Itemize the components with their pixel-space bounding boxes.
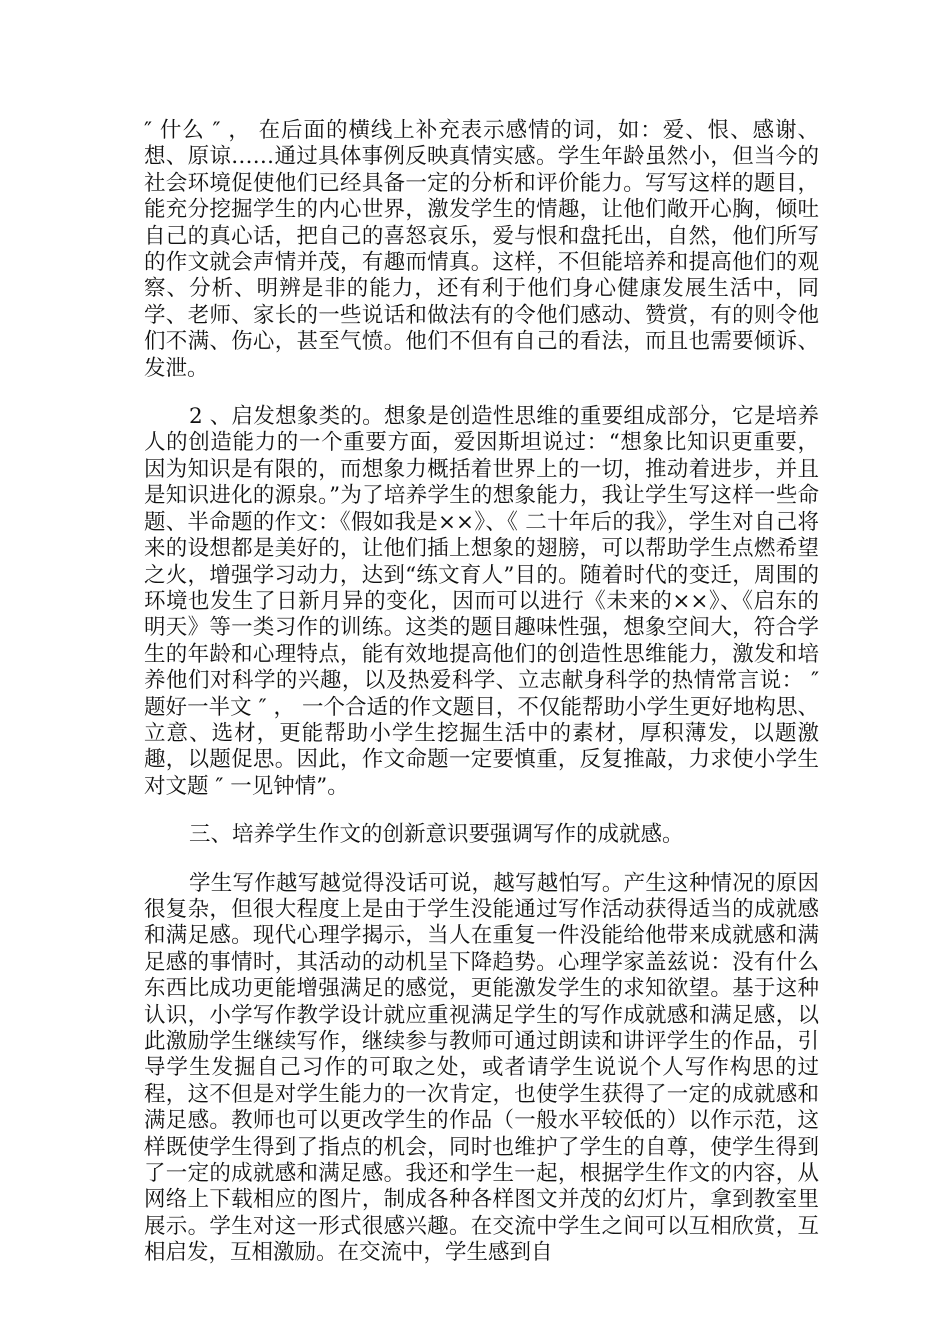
paragraph-achievement: 学生写作越写越觉得没话可说，越写越怕写。产生这种情况的原因很复杂，但很大程度上是由于学生没能通过写作活动获得适当的成就感和满足感。现代心理学揭示，当人在重复一件没能给他带来成就感和满足感的事情时，其活动的动机呈下降趋势。心理学家盖兹说：没有什么东西比成功更能增强满足的感觉，更能激发学生的求知欲望。基于这种认识，小学写作教学设计就应重视满足学生的写作成就感和满足感，以此激励学生继续写作，继续参与教师可通过朗读和讲评学生的作品，引导学生发掘自己习作的可取之处，或者请学生说说个人写作构思的过程，这不但是对学生能力的一次肯定，也使学生获得了一定的成就感和满足感。教师也可以更改学生的作品（一般水平较低的）以作示范，这样既使学生得到了指点的机会，同时也维护了学生的自尊，使学生得到了一定的成就感和满足感。我还和学生一起，根据学生作文的内容，从网络上下载相应的图片，制成各种各样图文并茂的幻灯片，拿到教室里展示。学生对这一形式很感兴趣。在交流中学生之间可以互相欣赏，互相启发，互相激励。在交流中，学生感到自 [144,870,819,1266]
paragraph-imagination: 2 、启发想象类的。想象是创造性思维的重要组成部分，它是培养人的创造能力的一个重要方面，爱因斯坦说过：“想象比知识更重要，因为知识是有限的，而想象力概括着世界上的一切，推动着进步，并且是知识进化的源泉。”为了培养学生的想象能力，我让学生写这样一些命题、半命题的作文：《假如我是××》、《 二十年后的我》，学生对自己将来的设想都是美好的，让他们插上想象的翅膀，可以帮助学生点燃希望之火，增强学习动力，达到“练文育人”目的。随着时代的变迁，周围的环境也发生了日新月异的变化，因而可以进行《未来的××》、《启东的明天》等一类习作的训练。这类的题目趣味性强，想象空间大，符合学生的年龄和心理特点，能有效地提高他们的创造性思维能力，激发和培养他们对科学的兴趣，以及热爱科学、立志献身科学的热情常言说： ″ 题好一半文 ″ ， 一个合适的作文题目，不仅能帮助小学生更好地构思、立意、选材，更能帮助小学生挖掘生活中的素材，厚积薄发，以题激趣，以题促思。因此，作文命题一定要慎重，反复推敲，力求使小学生对文题 ″ 一见钟情”。 [144,404,819,799]
paragraph-continuation: ″ 什么 ″ ， 在后面的横线上补充表示感情的词，如：爱、恨、感谢、想、原谅……通过具体事例反映真情实感。学生年龄虽然小，但当今的社会环境促使他们已经具备一定的分析和评价能力。写写这样的题目，能充分挖掘学生的内心世界，激发学生的情趣，让他们敞开心胸，倾吐自己的真心话，把自己的喜怒哀乐，爱与恨和盘托出，自然，他们所写的作文就会声情并茂，有趣而情真。这样，不但能培养和提高他们的观察、分析、明辨是非的能力，还有利于他们身心健康发展生活中，同学、老师、家长的一些说话和做法有的令他们感动、赞赏，有的则令他们不满、伤心，甚至气愤。他们不但有自己的看法，而且也需要倾诉、发泄。 [144,118,819,381]
section-heading-achievement: 三、培养学生作文的创新意识要强调写作的成就感。 [189,822,684,848]
document-body [144,118,819,1267]
